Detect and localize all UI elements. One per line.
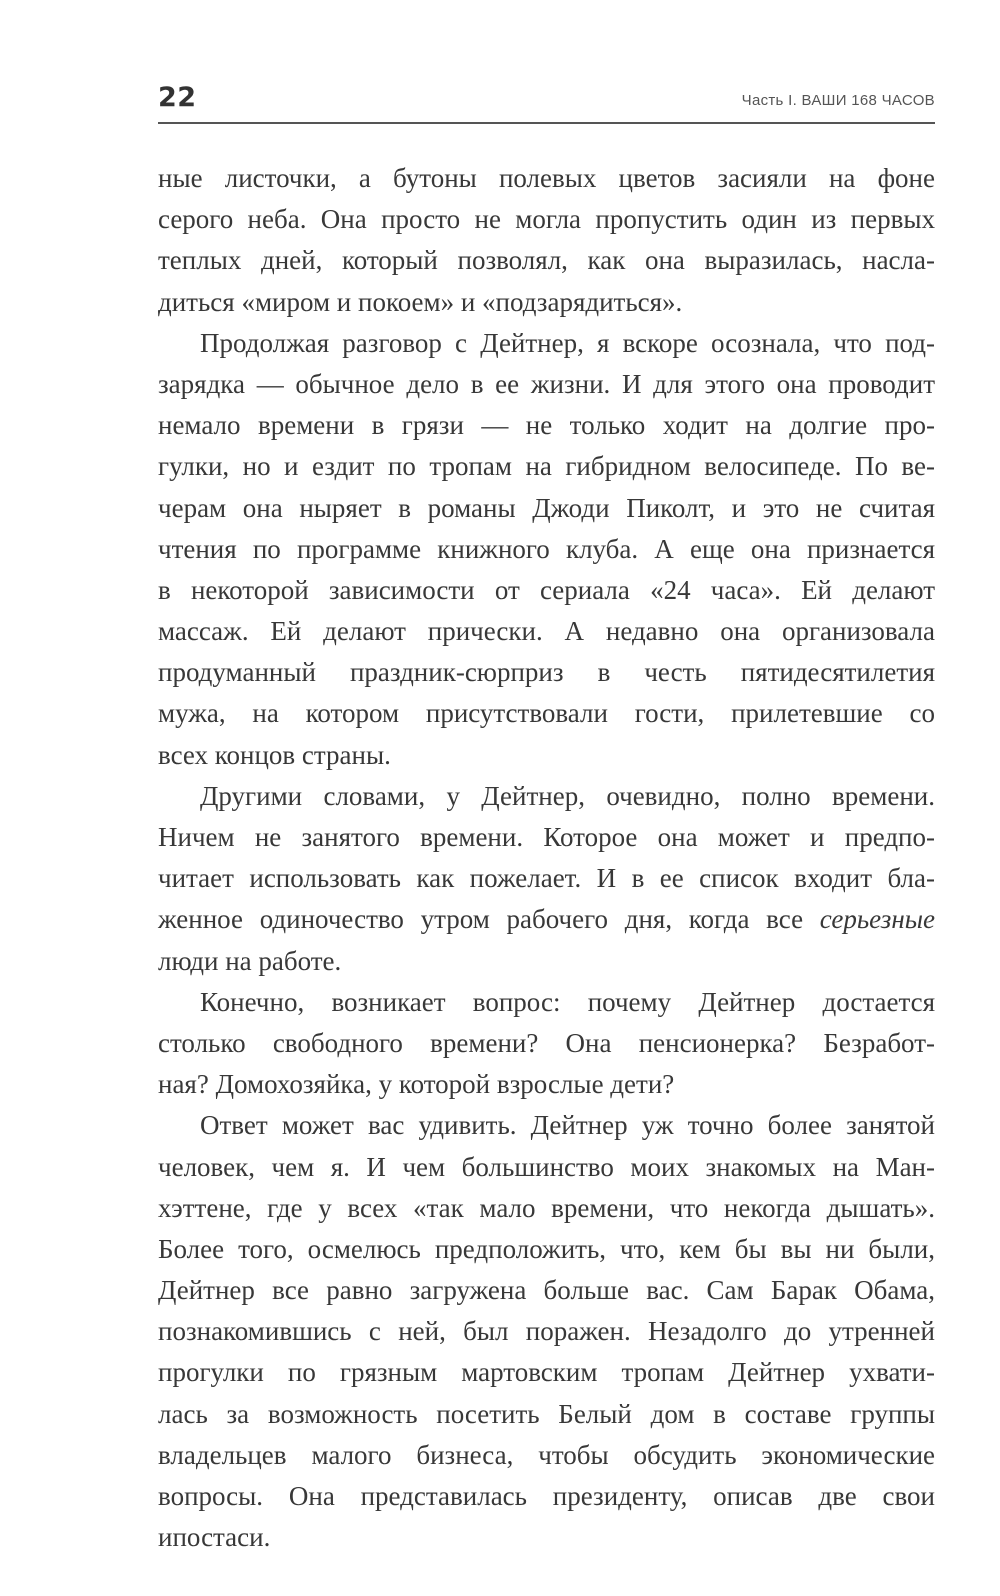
- text-line: читает использовать как пожелает. И в ее список входит бла-: [158, 863, 935, 894]
- text-line: массаж. Ей делают прически. А недавно она организовала: [158, 616, 935, 647]
- text-line: [158, 899, 935, 940]
- text-line: Конечно, возникает вопрос: почему Дейтнер достается: [200, 986, 935, 1017]
- text-line: диться «миром и покоем» и «подзарядиться».: [158, 286, 683, 317]
- page-number: 22: [158, 82, 197, 113]
- text-line: чтения по программе книжного клуба. А еще она признается: [158, 533, 935, 564]
- text-line: люди на работе.: [158, 945, 342, 976]
- text-line: мужа, на котором присутствовали гости, прилетевшие со: [158, 698, 935, 729]
- text-line: всех концов страны.: [158, 739, 391, 770]
- text-line: продуманный праздник-сюрприз в честь пятидесятилетия: [158, 657, 935, 688]
- text-line: ные листочки, а бутоны полевых цветов засияли на фоне: [158, 163, 935, 193]
- text-line: Ответ может вас удивить. Дейтнер уж точно более занятой: [200, 1110, 935, 1141]
- italic-emphasis: серьезные: [819, 904, 935, 935]
- text-line: черам она ныряет в романы Джоди Пиколт, и это не считая: [158, 492, 935, 523]
- page-header: [158, 78, 935, 124]
- text-line: ипостаси.: [158, 1522, 271, 1553]
- text-line: столько свободного времени? Она пенсионерка? Безработ-: [158, 1027, 935, 1058]
- text-line: теплых дней, который позволял, как она выразилась, насла-: [158, 245, 935, 276]
- text-line: Другими словами, у Дейтнер, очевидно, полно времени.: [200, 780, 935, 811]
- text-line: прогулки по грязным мартовским тропам Дейтнер ухвати-: [158, 1357, 935, 1388]
- text-line: вопросы. Она представилась президенту, описав две свои: [158, 1481, 935, 1511]
- text-line: немало времени в грязи — не только ходит на долгие про-: [158, 410, 935, 441]
- text-line: серого неба. Она просто не могла пропустить один из первых: [158, 204, 935, 235]
- text-line: человек, чем я. И чем большинство моих знакомых на Ман-: [158, 1151, 935, 1182]
- running-head: Часть I. ВАШИ 168 ЧАСОВ: [741, 92, 935, 109]
- text-line: хэттене, где у всех «так мало времени, что некогда дышать».: [158, 1192, 935, 1223]
- body-text: [158, 158, 935, 1558]
- text-line: Ничем не занятого времени. Которое она может и предпо-: [158, 822, 935, 852]
- text-segment: женное одиночество утром рабочего дня, когда все: [158, 904, 820, 935]
- text-line: гулки, но и ездит по тропам на гибридном велосипеде. По ве-: [158, 451, 935, 482]
- text-line: Более того, осмелюсь предположить, что, кем бы вы ни были,: [158, 1233, 935, 1264]
- text-line: Продолжая разговор с Дейтнер, я вскоре осознала, что под-: [200, 327, 935, 358]
- text-line: лась за возможность посетить Белый дом в составе группы: [158, 1398, 935, 1429]
- text-line: познакомившись с ней, был поражен. Незадолго до утренней: [158, 1316, 935, 1347]
- text-line: Дейтнер все равно загружена больше вас. Сам Барак Обама,: [158, 1275, 935, 1306]
- text-line: ная? Домохозяйка, у которой взрослые дети?: [158, 1069, 675, 1100]
- text-line: в некоторой зависимости от сериала «24 часа». Ей делают: [158, 574, 935, 605]
- text-line: владельцев малого бизнеса, чтобы обсудить экономические: [158, 1439, 935, 1470]
- text-line: зарядка — обычное дело в ее жизни. И для этого она проводит: [158, 368, 935, 399]
